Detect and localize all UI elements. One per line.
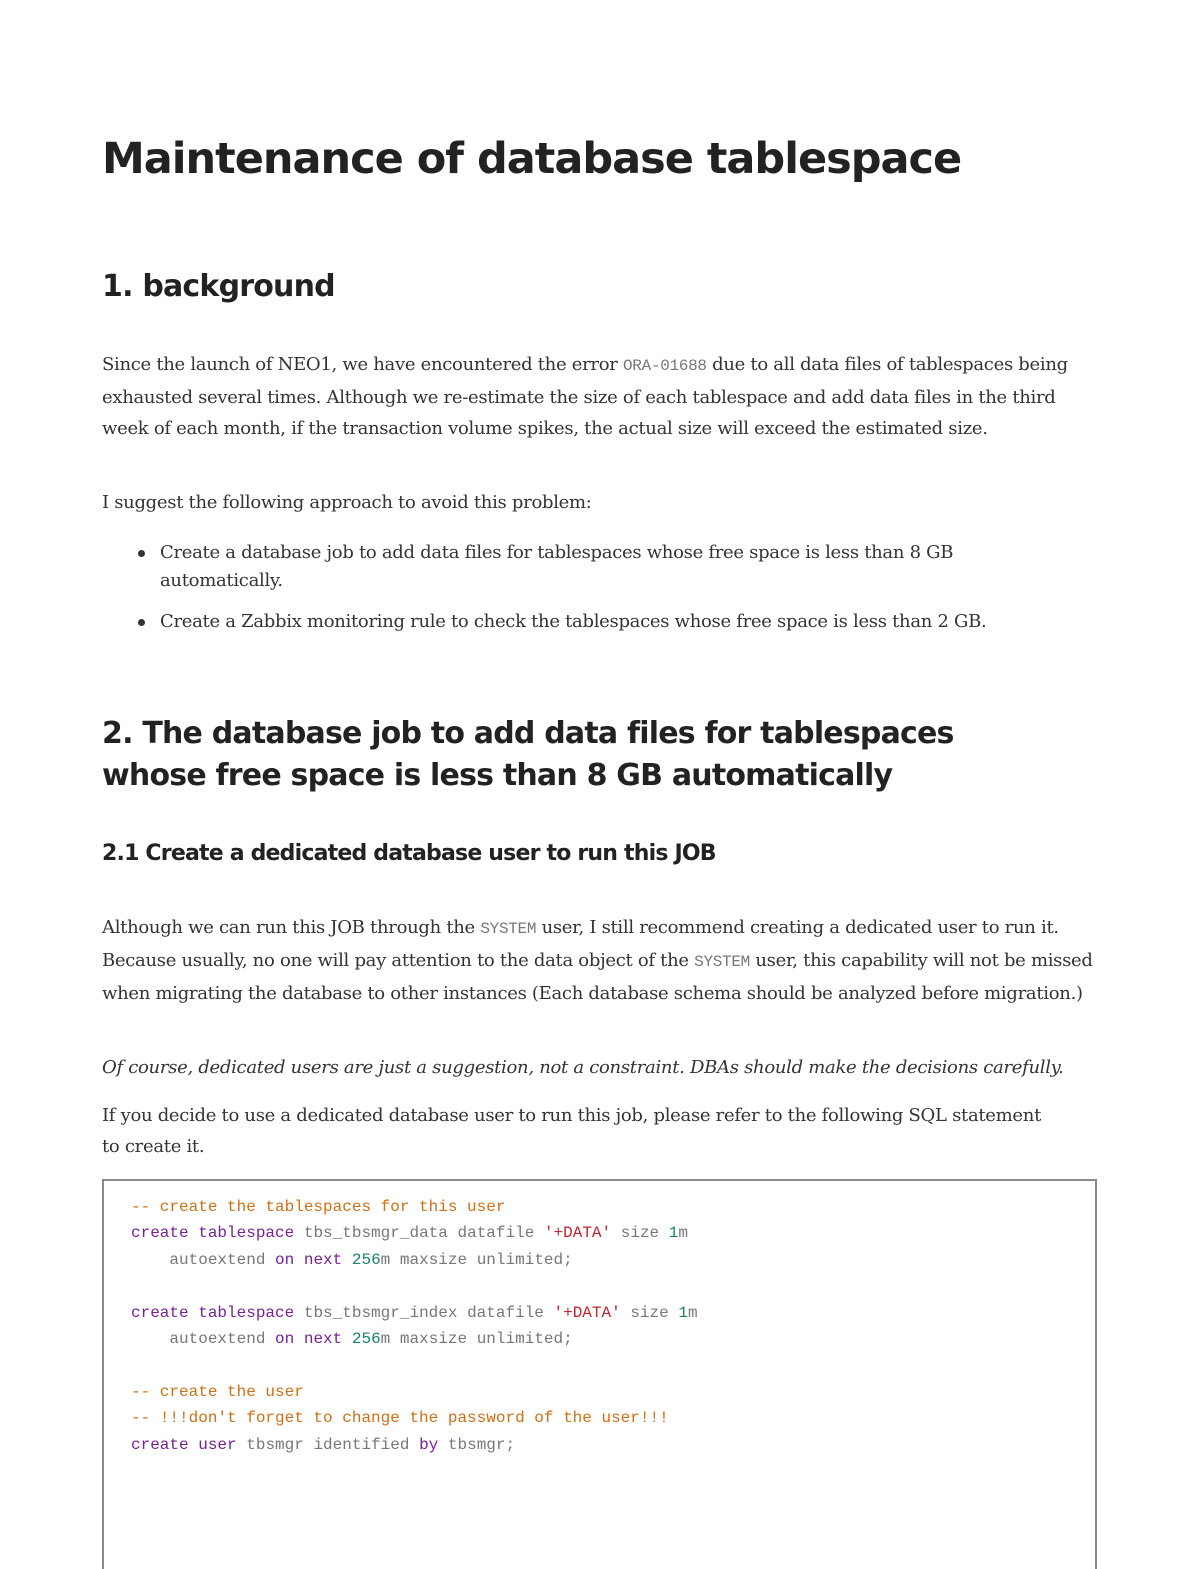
- code-identifier: m: [380, 1330, 391, 1349]
- approach-list: [102, 539, 1102, 649]
- code-keyword: tablespace: [198, 1303, 295, 1322]
- section-heading-background: 1. background: [102, 269, 335, 304]
- list-item: [102, 608, 1040, 636]
- text-run: user, this capability will not be missed when migrating the database to other instances (Each database schema should be analyzed before migration.): [102, 950, 1093, 1004]
- code-block: [102, 1179, 1097, 1569]
- code-identifier: tbsmgr: [246, 1435, 304, 1454]
- code-string: '+DATA': [543, 1224, 612, 1243]
- text-run: Since the launch of NEO1, we have encountered the error: [102, 354, 623, 375]
- code-identifier: m: [678, 1224, 688, 1243]
- code-comment: -- create the user: [131, 1382, 304, 1401]
- inline-code-system: SYSTEM: [480, 920, 537, 938]
- code-identifier: datafile: [457, 1224, 535, 1243]
- code-keyword: user: [198, 1435, 237, 1454]
- list-item-text: Create a database job to add data files for tablespaces whose free space is less than 8 GB automatically.: [160, 542, 954, 591]
- code-identifier: autoextend: [169, 1330, 266, 1349]
- text-run: Although we can run this JOB through the: [102, 917, 481, 938]
- code-comment: -- !!!don't forget to change the password of the user!!!: [131, 1409, 669, 1428]
- dedicated-user-paragraph: [102, 912, 1102, 1009]
- list-item: [102, 539, 1040, 595]
- code-identifier: datafile: [467, 1303, 544, 1322]
- background-paragraph: [102, 349, 1102, 444]
- code-identifier: maxsize unlimited;: [399, 1330, 573, 1349]
- code-identifier: maxsize unlimited;: [399, 1250, 573, 1269]
- note-paragraph: Of course, dedicated users are just a suggestion, not a constraint. DBAs should make the decisions carefully.: [102, 1057, 1064, 1078]
- bullet-icon: [138, 550, 145, 557]
- code-comment: -- create the tablespaces for this user: [131, 1198, 506, 1216]
- code-string: '+DATA': [553, 1303, 621, 1322]
- approach-paragraph: I suggest the following approach to avoid this problem:: [102, 492, 592, 513]
- code-keyword: next: [303, 1250, 343, 1269]
- code-keyword: create: [131, 1435, 189, 1454]
- code-number: 1: [668, 1224, 679, 1243]
- code-identifier: identified: [313, 1435, 410, 1454]
- code-keyword: next: [303, 1330, 343, 1349]
- text-run: due to all data files of tablespaces being exhausted several times. Although we re-estimate the size of each tablespace and add data files in the third week of each month, if the transaction volume spikes, the actual size will exceed the estimated size.: [102, 354, 1068, 439]
- inline-code-error: ORA-01688: [622, 357, 707, 375]
- code-number: 1: [678, 1303, 688, 1322]
- code-identifier: size: [630, 1303, 669, 1322]
- code-keyword: on: [275, 1330, 295, 1349]
- code-identifier: tbs_tbsmgr_index: [303, 1303, 458, 1322]
- inline-code-system: SYSTEM: [694, 953, 750, 971]
- code-keyword: tablespace: [198, 1224, 295, 1243]
- code-number: 256: [351, 1330, 381, 1349]
- code-identifier: size: [620, 1224, 660, 1243]
- code-content: [104, 1181, 1095, 1458]
- code-keyword: create: [131, 1224, 189, 1243]
- code-keyword: create: [131, 1303, 189, 1322]
- code-keyword: by: [419, 1435, 439, 1454]
- sql-intro-paragraph: If you decide to use a dedicated database user to run this job, please refer to the following SQL statement to create it.: [102, 1105, 1042, 1157]
- bullet-icon: [138, 619, 145, 626]
- code-number: 256: [351, 1250, 381, 1269]
- list-item-text: Create a Zabbix monitoring rule to check the tablespaces whose free space is less than 2 GB.: [160, 611, 987, 632]
- code-identifier: m: [687, 1303, 698, 1322]
- code-keyword: on: [275, 1250, 295, 1269]
- code-identifier: tbsmgr;: [447, 1435, 516, 1454]
- code-identifier: m: [380, 1250, 391, 1269]
- code-identifier: autoextend: [169, 1250, 266, 1269]
- text-run: user, I still recommend creating a dedicated user to run it. Because usually, no one will pay attention to the data object of the: [102, 917, 1059, 971]
- subsection-heading-dedicated-user: 2.1 Create a dedicated database user to run this JOB: [102, 841, 716, 866]
- code-identifier: tbs_tbsmgr_data: [303, 1224, 448, 1243]
- page-title: Maintenance of database tablespace: [102, 134, 962, 184]
- section-heading-database-job: 2. The database job to add data files for tablespaces whose free space is less than 8 GB automatically: [102, 716, 954, 793]
